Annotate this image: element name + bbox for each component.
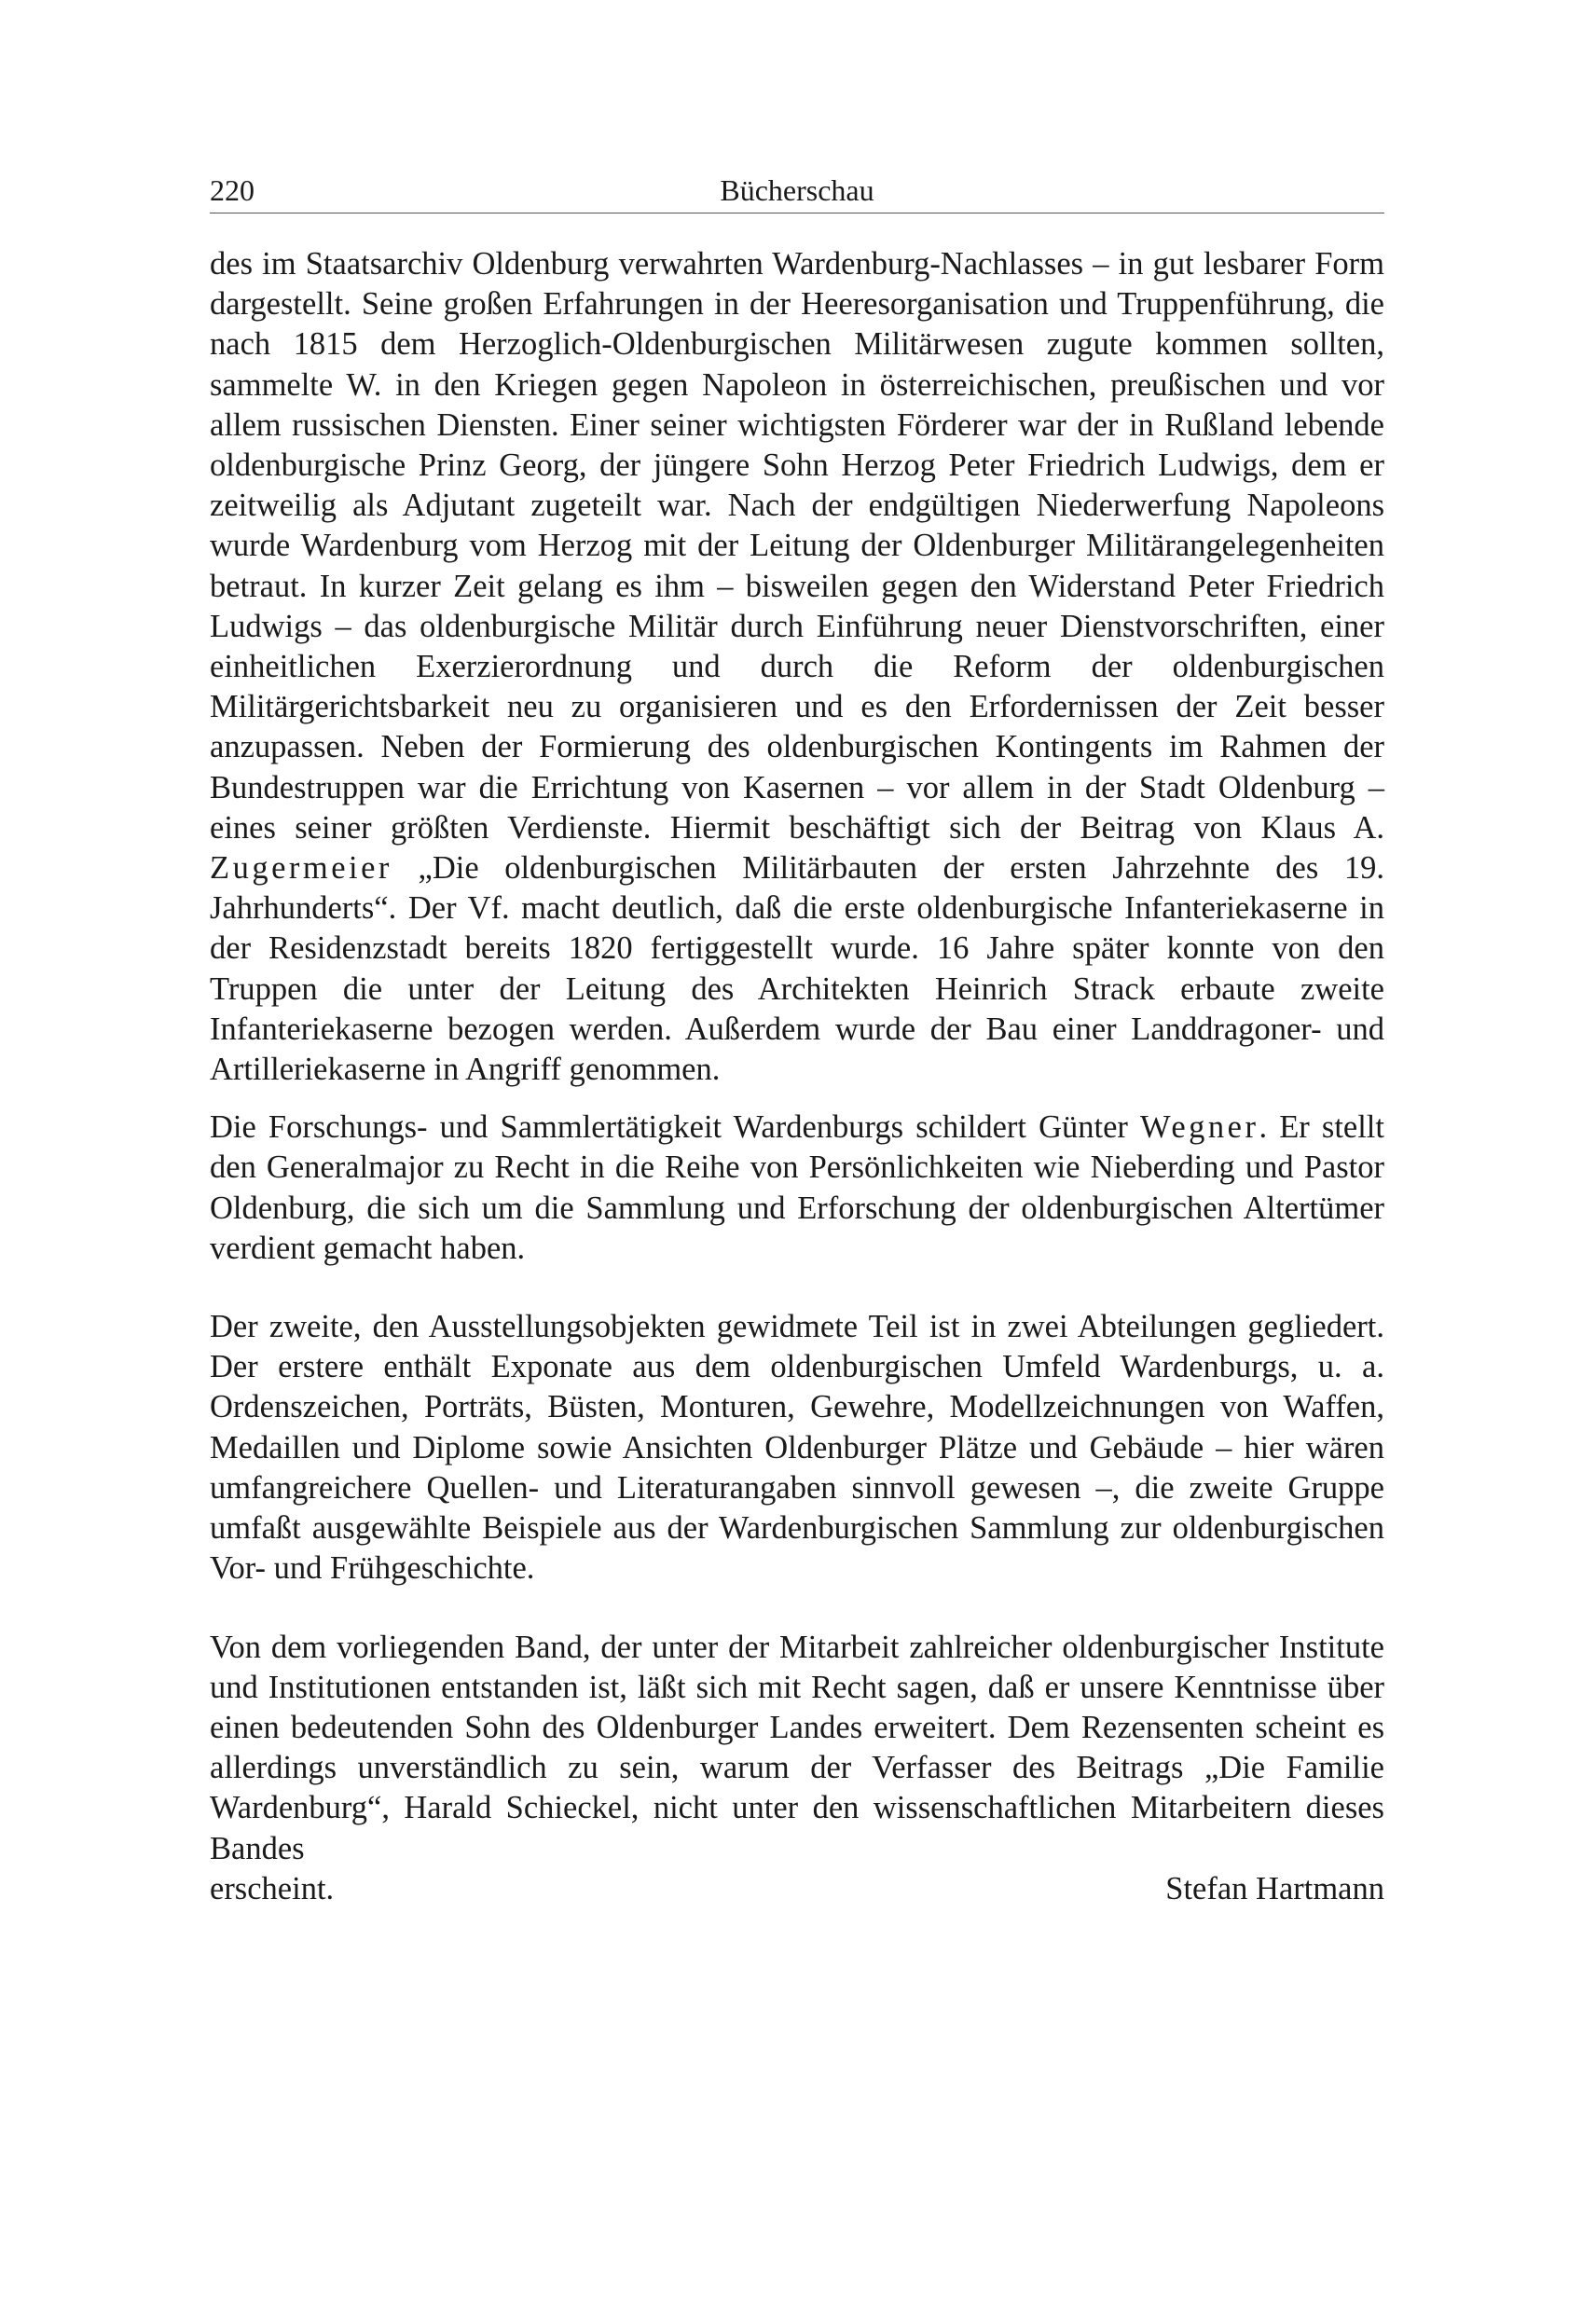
author-name-zugermeier: Zugermeier bbox=[210, 850, 392, 887]
paragraph-2-text-b: . Er stellt den Generalmajor zu Recht in die Reihe von Persönlichkeiten wie Nieberding und Pastor Oldenburg, die sich um die Sammlung und Erforschung der oldenburgischen Altertümer verdient gemacht haben. bbox=[210, 1109, 1384, 1266]
paragraph-3: Der zweite, den Ausstellungsobjekten gewidmete Teil ist in zwei Abteilungen gegliedert. Der erstere enthält Exponate aus dem oldenburgischen Umfeld Wardenburgs, u. a. Ordenszeichen, Porträts, Büsten, Monturen, Gewehre, Modellzeichnungen von Waffen, Medaillen und Diplome sowie Ansichten Oldenburger Plätze und Gebäude – hier wären umfangreichere Quellen- und Literaturangaben sinnvoll gewesen –, die zweite Gruppe umfaßt ausgewählte Beispiele aus der Wardenburgischen Sammlung zur oldenburgischen Vor- und Frühgeschichte. bbox=[210, 1309, 1384, 1587]
paragraph-4-text: Von dem vorliegenden Band, der unter der Mitarbeit zahlreicher oldenburgischer Institute und Institutionen entstanden ist, läßt sich mit Recht sagen, daß er unsere Kenntnisse über einen bedeutenden Sohn des Oldenburger Landes erweitert. Dem Rezensenten scheint es allerdings unverständlich zu sein, warum der Verfasser des Beitrags „Die Familie Wardenburg“, Harald Schieckel, nicht unter den wissenschaftlichen Mitarbeitern dieses Bandes bbox=[210, 1629, 1384, 1866]
paragraph-1-text-b: „Die oldenburgischen Militärbauten der ersten Jahrzehnte des 19. Jahrhunderts“. Der Vf. macht deutlich, daß die erste oldenburgische Infanteriekaserne in der Residenzstadt bereits 1820 fertiggestellt wurde. 16 Jahre später konnte von den Truppen die unter der Leitung des Architekten Heinrich Strack erbaute zweite Infanteriekaserne bezogen werden. Außerdem wurde der Bau einer Landdragoner- und Artilleriekaserne in Angriff genommen. bbox=[210, 850, 1384, 1088]
reviewer-signature: Stefan Hartmann bbox=[1165, 1870, 1384, 1906]
running-head: Bücherschau bbox=[720, 173, 874, 207]
page-header bbox=[210, 166, 1384, 213]
paragraph-4 bbox=[210, 1628, 1384, 1909]
closing-line bbox=[210, 1869, 1384, 1909]
paragraph-1-text-a: des im Staatsarchiv Oldenburg verwahrten Wardenburg-Nachlasses – in gut lesbarer Form dargestellt. Seine großen Erfahrungen in der Heeresorganisation und Truppenführung, die nach 1815 dem Herzoglich-Oldenburgischen Militärwesen zugute kommen sollten, sammelte W. in den Kriegen gegen Napoleon in österreichischen, preußischen und vor allem russischen Diensten. Einer seiner wichtigsten Förderer war der in Rußland lebende oldenburgische Prinz Georg, der jüngere Sohn Herzog Peter Friedrich Ludwigs, dem er zeitweilig als Adjutant zugeteilt war. Nach der endgültigen Niederwerfung Napoleons wurde Wardenburg vom Herzog mit der Leitung der Oldenburger Militärangelegenheiten betraut. In kurzer Zeit gelang es ihm – bisweilen gegen den Widerstand Peter Friedrich Ludwigs – das oldenburgische Militär durch Einführung neuer Dienstvorschriften, einer einheitlichen Exerzierordnung und durch die Reform der oldenburgischen Militärgerichtsbarkeit neu zu organisieren und es den Erfordernissen der Zeit besser anzupassen. Neben der Formierung des oldenburgischen Kontingents im Rahmen der Bundestruppen war die Errichtung von Kasernen – vor allem in der Stadt Oldenburg – eines seiner größten Verdienste. Hiermit beschäftigt sich der Beitrag von Klaus A. bbox=[210, 246, 1384, 846]
paragraph-1 bbox=[210, 244, 1384, 1090]
paragraph-4-last-word: erscheint. bbox=[210, 1870, 335, 1906]
page-number: 220 bbox=[210, 173, 255, 207]
paragraph-2 bbox=[210, 1108, 1384, 1269]
paragraph-2-text-a: Die Forschungs- und Sammlertätigkeit Wardenburgs schildert Günter bbox=[210, 1109, 1128, 1146]
review-body bbox=[210, 244, 1384, 1909]
author-name-wegner: Wegner bbox=[1140, 1109, 1259, 1146]
